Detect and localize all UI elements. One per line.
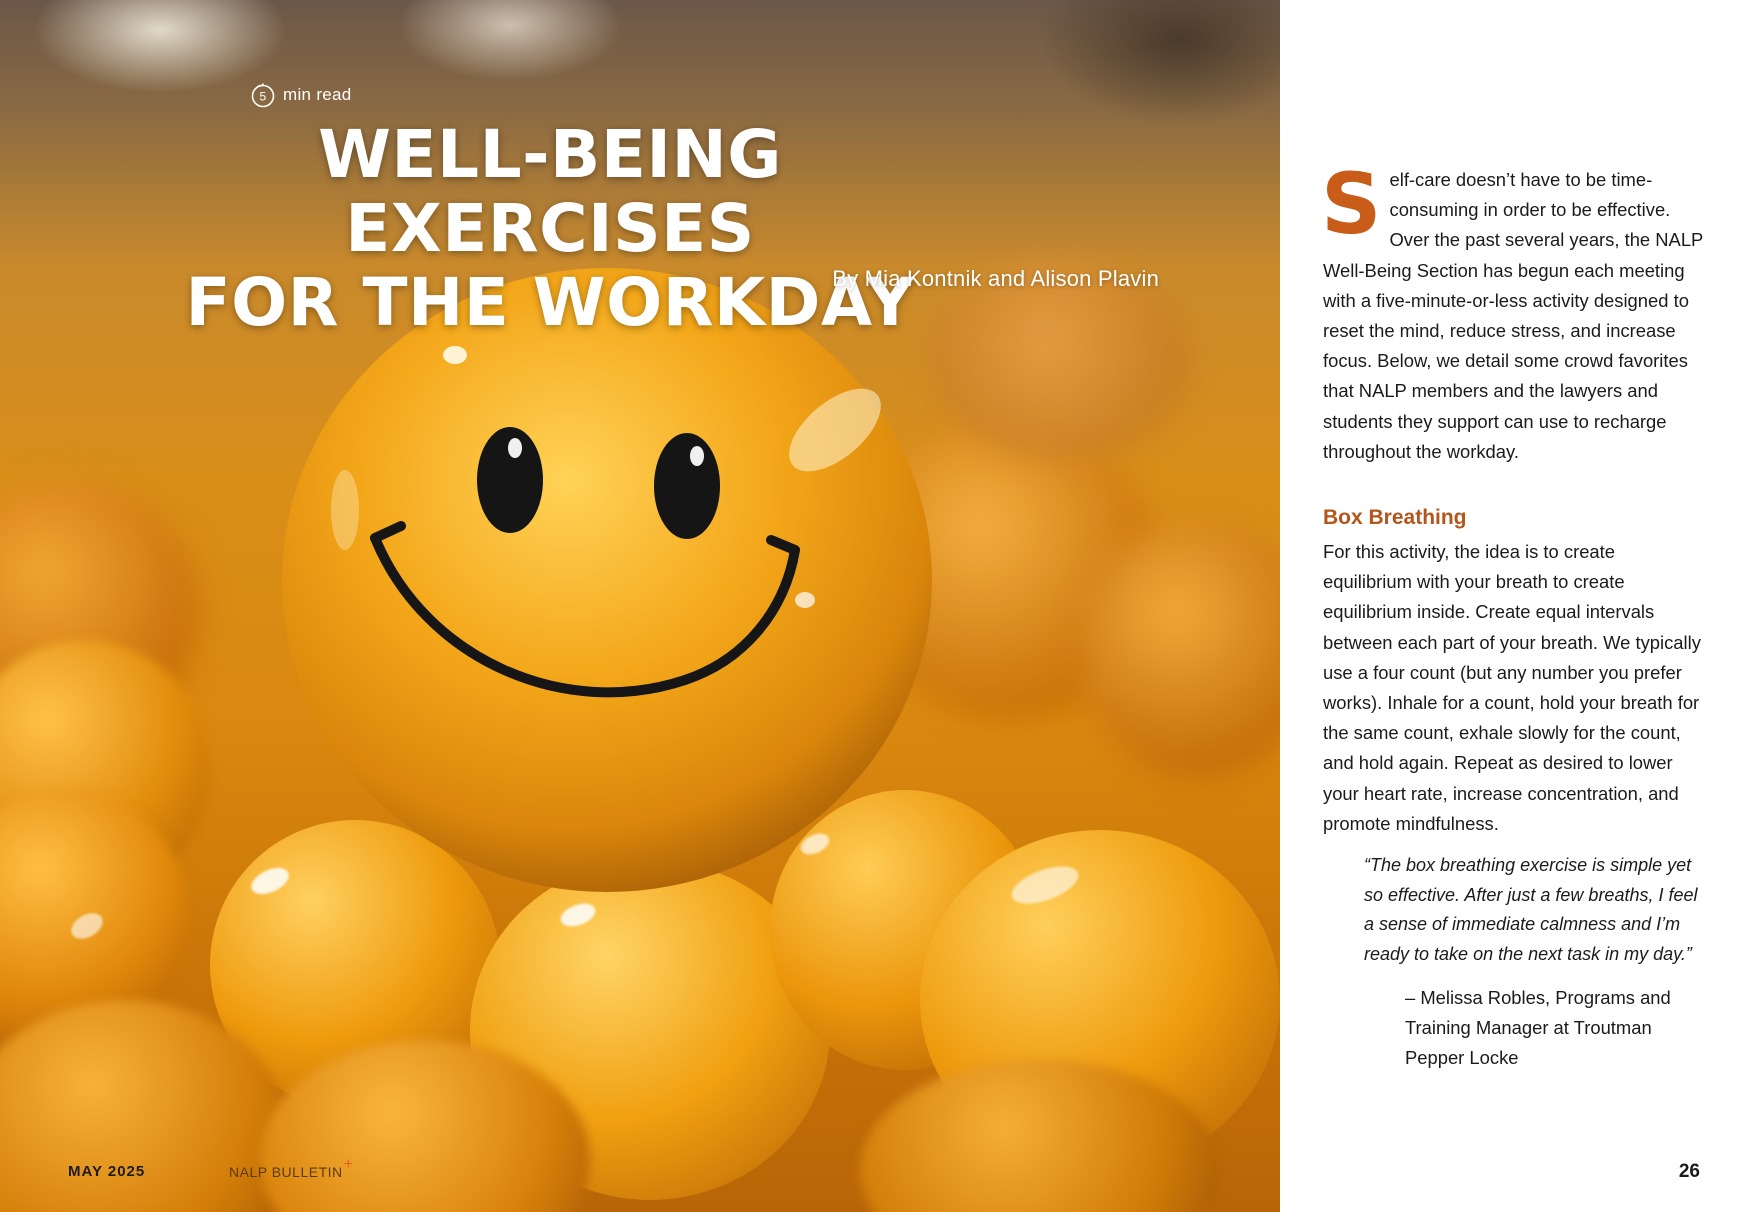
page-number: 26	[1678, 1161, 1700, 1182]
article-body	[1321, 155, 1708, 1074]
section-heading: Box Breathing	[1323, 506, 1467, 530]
eye-glint	[508, 438, 522, 458]
title-line-2: FOR THE WORKDAY	[185, 264, 915, 341]
read-time	[250, 82, 352, 108]
stopwatch-icon	[250, 82, 276, 108]
smiley-face	[282, 268, 932, 892]
eye-glint	[690, 446, 704, 466]
quote-attribution: – Melissa Robles, Programs and Training Manager at Troutman Pepper Locke	[1405, 987, 1671, 1069]
section-paragraph: For this activity, the idea is to create equilibrium with your breath to create equilibrium inside. Create equal intervals between each part of your breath. We typically use a four count (but any number you prefer works). Inhale for a count, hold your breath for the same count, exhale slowly for the count, and hold again. Repeat as desired to lower your heart rate, increase concentration, and promote mindfulness.	[1323, 541, 1701, 834]
read-time-number: 5	[259, 89, 267, 104]
title-line-1: WELL-BEING EXERCISES	[318, 116, 782, 267]
intro-text: elf-care doesn’t have to be time-consuming in order to be effective. Over the past several years, the NALP Well-Being Section has begun each meeting with a five-minute-or-less activity designed to reset the mind, reduce stress, and increase focus. Below, we detail some crowd favorites that NALP members and the lawyers and students they support can use to recharge throughout the workday.	[1323, 169, 1703, 462]
byline: By Mia Kontnik and Alison Plavin	[832, 266, 1159, 291]
smiley-ball	[275, 260, 940, 900]
intro-paragraph	[1321, 155, 1708, 467]
ball-highlight	[331, 470, 359, 550]
drop-cap: S	[1321, 155, 1382, 253]
issue-date: MAY 2025	[68, 1163, 146, 1180]
pull-quote: “The box breathing exercise is simple yet so effective. After just a few breaths, I feel a sense of immediate calmness and I’m ready to take on the next task in my day.”	[1364, 855, 1698, 964]
plus-icon: +	[343, 1156, 354, 1173]
ball-highlight	[795, 592, 815, 608]
article-title	[150, 118, 950, 340]
eye-right	[654, 433, 720, 539]
publication-name	[229, 1156, 354, 1182]
read-time-label: min read	[283, 85, 352, 104]
publication-title: NALP BULLETIN	[229, 1164, 343, 1180]
ball-highlight	[443, 346, 467, 364]
